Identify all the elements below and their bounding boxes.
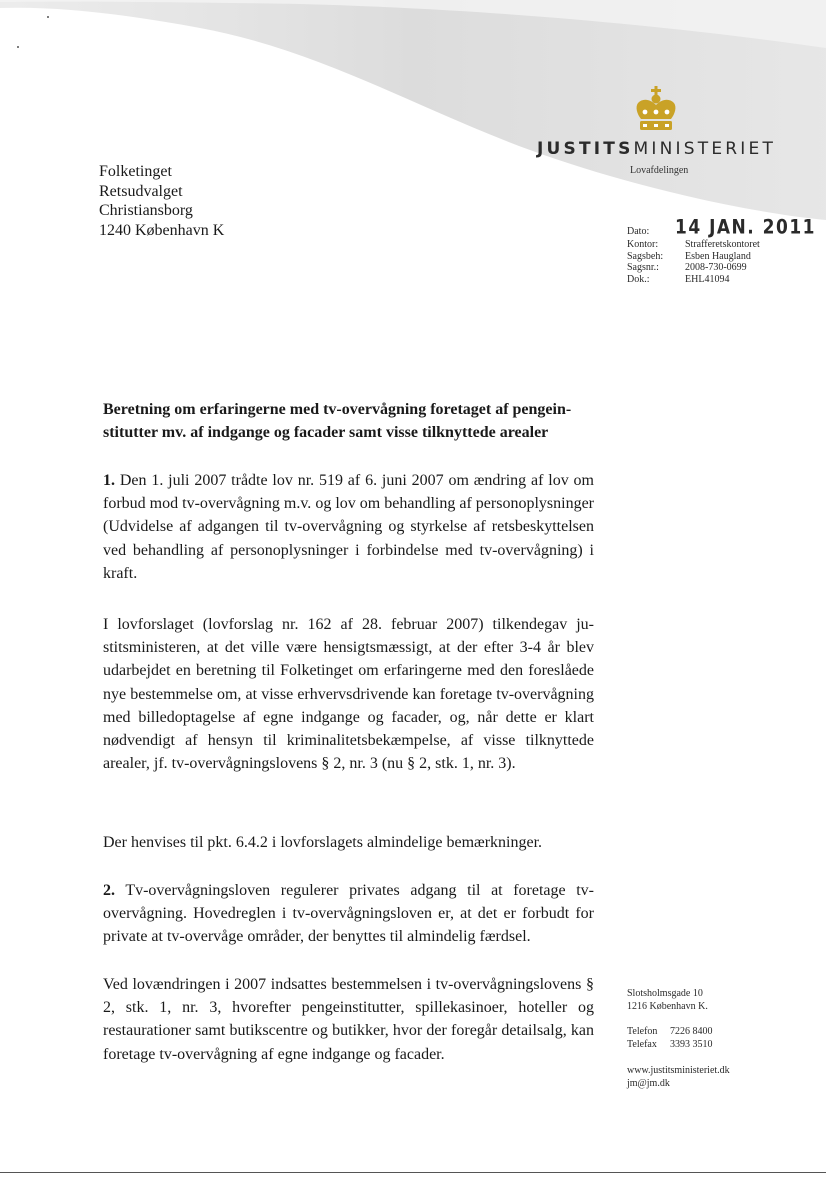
office-row (627, 239, 816, 251)
paragraph-2 (103, 613, 594, 775)
footer-contact (627, 1065, 730, 1090)
case-number-label: Sagsnr.: (627, 262, 659, 274)
footer-phone (627, 1026, 713, 1051)
document-title-line: Beretning om erfaringerne med tv-overvågning foretaget af pengein- (103, 401, 572, 418)
phone-row (627, 1026, 713, 1039)
address-line: 1216 København K. (627, 1000, 708, 1012)
recipient-address (99, 162, 224, 240)
royal-crown-logo (633, 86, 679, 132)
document-number-label: Dok.: (627, 273, 650, 285)
department-name: Lovafdelingen (630, 165, 689, 176)
handler-value: Esben Haugland (685, 250, 751, 262)
scan-edge-line (0, 1172, 826, 1173)
section-number: 2. (103, 882, 115, 899)
paragraph-3 (103, 831, 594, 854)
paragraph-text: I lovforslaget (lovforslag nr. 162 af 28. februar 2007) tilkendegav justitsministeren, at det ville være hensigtsmæssigt, at der efter 3-4 år blev udarbejdet en beretning til Folketinget om erfaringerne med den foreslåede nye bestemmelse om, at visse erhvervsdrivende kan foretage tv-overvågning med billedoptagelse af egne indgange og facader, og, når dette er klart nødvendigt af hensyn til kriminalitetsbekæmpelse, af visse tilknyttede arealer, jf. tv-overvågningslovens § 2, nr. 3 (nu § 2, stk. 1, nr. 3). (103, 616, 594, 773)
email-link[interactable]: jm@jm.dk (627, 1077, 670, 1089)
paragraph-4 (103, 879, 594, 949)
handler-row (627, 251, 816, 263)
recipient-line: Retsudvalget (99, 182, 183, 200)
recipient-line: Christiansborg (99, 202, 193, 219)
paragraph-text: Ved lovændringen i 2007 indsattes bestemmelsen i tv-overvågningslovens § 2, stk. 1, nr. 3, hvorefter pengeinstitutter, spillekasinoer, hoteller og restaurationer samt butikscentre og butikker, hvor der foregår detailsalg, kan foretage tv-overvågning af egne indgange og facader. (103, 976, 594, 1063)
website-link[interactable]: www.justitsministeriet.dk (627, 1065, 730, 1076)
office-value: Strafferetskontoret (685, 239, 760, 250)
recipient-line: Folketinget (99, 163, 172, 180)
section-number: 1. (103, 472, 115, 489)
date-label: Dato: (627, 226, 650, 238)
fax-row (627, 1039, 713, 1052)
scan-speck (17, 46, 19, 48)
fax-label: Telefax (627, 1038, 657, 1050)
phone-label: Telefon (627, 1026, 658, 1037)
scan-speck (47, 16, 49, 18)
case-number-value: 2008-730-0699 (685, 262, 747, 274)
recipient-line: 1240 København K (99, 221, 225, 239)
ministry-name-part2: MINISTERIET (633, 139, 777, 159)
handler-label: Sagsbeh: (627, 250, 664, 262)
document-number-value: EHL41094 (685, 273, 730, 285)
phone-value: 7226 8400 (670, 1026, 713, 1037)
paragraph-text: Tv-overvågningsloven regulerer privates adgang til at foretage tv-overvågning. Hovedreglen i tv-overvågningsloven er, at det er forbudt for private at tv-overvåge områder, der benyttes til almindelig færdsel. (103, 882, 594, 946)
ministry-name (537, 139, 776, 159)
case-metadata (627, 216, 816, 285)
date-stamp: 14 JAN. 2011 (675, 216, 816, 240)
paragraph-5 (103, 973, 594, 1066)
ministry-name-part1: JUSTITS (537, 139, 634, 159)
office-label: Kontor: (627, 239, 659, 250)
document-title-line: stitutter mv. af indgange og facader samt visse tilknyttede arealer (103, 424, 549, 441)
document-number-row (627, 274, 816, 286)
paragraph-text: Den 1. juli 2007 trådte lov nr. 519 af 6. juni 2007 om ændring af lov om forbud mod tv-overvågning m.v. og lov om behandling af personoplysninger (Udvidelse af adgangen til tv-overvågning og styrkelse af retsbeskyttelsen ved behandling af personoplysninger i forbindelse med tv-overvågning) i kraft. (103, 472, 595, 582)
address-line: Slotsholmsgade 10 (627, 988, 703, 999)
paragraph-1 (103, 469, 594, 585)
case-number-row (627, 262, 816, 274)
document-title (103, 398, 603, 444)
footer-address (627, 988, 708, 1013)
fax-value: 3393 3510 (670, 1038, 713, 1050)
date-row (627, 216, 816, 240)
paragraph-text: Der henvises til pkt. 6.4.2 i lovforslagets almindelige bemærkninger. (103, 834, 543, 851)
